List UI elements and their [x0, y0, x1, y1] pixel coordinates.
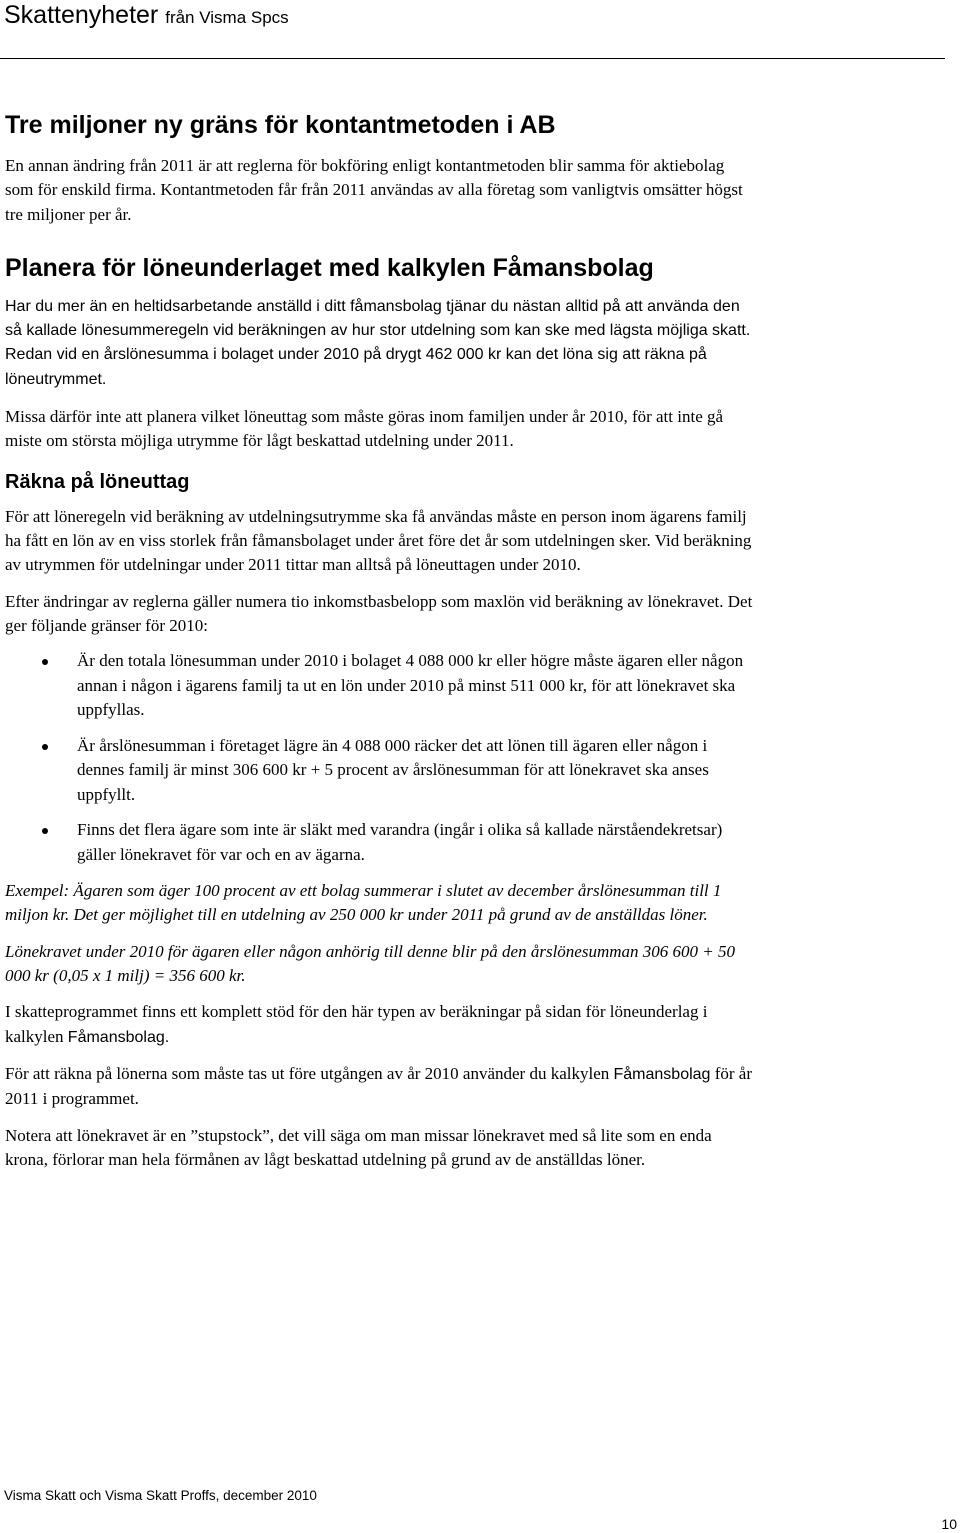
paragraph-text: I skatteprogrammet finns ett komplett stöd för den här typen av beräkningar på sidan för löneunderlag i kalkylen [5, 1002, 708, 1046]
article-content [5, 108, 755, 1172]
bullet-item [5, 734, 755, 808]
paragraph-kontantmetoden: En annan ändring från 2011 är att reglerna för bokföring enligt kontantmetoden blir samma för aktiebolag som för enskild firma. Kontantmetoden får från 2011 användas av alla företag som vanligtvis omsätter högst tre miljoner per år. [5, 156, 743, 224]
bullet-dot-icon [42, 659, 48, 665]
section-heading-loneunderlag: Planera för löneunderlaget med kalkylen Fåmansbolag [5, 253, 654, 282]
bullet-dot-icon [42, 828, 48, 834]
paragraph-text: För att räkna på lönerna som måste tas ut före utgången av år 2010 använder du kalkylen [5, 1063, 614, 1083]
bullet-item [5, 818, 755, 867]
header-title-line [4, 0, 289, 33]
paragraph-stupstock: Notera att lönekravet är en ”stupstock”, det vill säga om man missar lönekravet med så lite som en enda krona, förlorar man hela förmånen av lågt beskattad utdelning på grund av de anställdas löner. [5, 1125, 712, 1169]
paragraph-skatteprogrammet [5, 1000, 755, 1050]
paragraph-loneregeln: För att löneregeln vid beräkning av utdelningsutrymme ska få användas måste en person inom ägarens familj ha fått en lön av en viss storlek från fåmansbolaget under året före det år som utdelningen sker. Vid beräkning av utrymmen för utdelningar under 2011 tittar man alltså på löneuttagen under 2010. [5, 506, 752, 575]
section-heading-rakna: Räkna på löneuttag [5, 470, 190, 493]
bullet-dot-icon [42, 744, 48, 750]
page-footer: Visma Skatt och Visma Skatt Proffs, december 2010 [4, 1488, 317, 1503]
paragraph-planera: Missa därför inte att planera vilket löneuttag som måste göras inom familjen under år 2010, för att inte gå miste om största möjliga utrymme för lågt beskattad utdelning under 2011. [5, 407, 724, 451]
bullet-text: Är årslönesumman i företaget lägre än 4 088 000 räcker det att lönen till ägaren eller någon i dennes familj är minst 306 600 kr + 5 procent av årslönesumman för att lönekravet ska anses uppfyllt. [77, 735, 709, 804]
paragraph-text: för år 2011 i programmet. [5, 1063, 752, 1109]
bullet-item [5, 649, 755, 723]
bullet-text: Finns det flera ägare som inte är släkt med varandra (ingår i olika så kallade närståendekretsar) gäller lönekravet för var och en av ägarna. [77, 820, 723, 864]
page-number: 10 [941, 1516, 957, 1532]
example-calculation: Lönekravet under 2010 för ägaren eller någon anhörig till denne blir på den årslönesumman 306 600 + 50 000 kr (0,05 x 1 milj) = 356 600 kr. [5, 941, 735, 986]
calculation-name: Fåmansbolag [613, 1065, 711, 1083]
publication-title: Skattenyheter [4, 1, 159, 29]
section-heading-kontantmetoden: Tre miljoner ny gräns för kontantmetoden i AB [5, 111, 556, 139]
publication-subtitle: från Visma Spcs [165, 8, 289, 27]
paragraph-lonesummeregeln: Har du mer än en heltidsarbetande anställd i ditt fåmansbolag tjänar du nästan alltid på att använda den så kallade lönesummeregeln vid beräkningen av hur stor utdelning som kan ske med lägsta möjliga skatt. Redan vid en årslönesumma i bolaget under 2010 på drygt 462 000 kr kan det löna sig att räkna på löneutrymmet. [5, 297, 751, 388]
bullet-text: Är den totala lönesumman under 2010 i bolaget 4 088 000 kr eller högre måste ägaren eller någon annan i någon i ägarens familj ta ut en lön under 2010 på minst 511 000 kr, för att lönekravet ska uppfyllas. [77, 651, 744, 720]
bullet-list [5, 649, 755, 867]
paragraph-rakna-lonerna [5, 1062, 755, 1112]
calculation-name: Fåmansbolag. [67, 1028, 170, 1046]
page-header [0, 0, 945, 59]
paragraph-andringar: Efter ändringar av reglerna gäller numera tio inkomstbasbelopp som maxlön vid beräkning av lönekravet. Det ger följande gränser för 2010: [5, 591, 753, 635]
example-paragraph: Exempel: Ägaren som äger 100 procent av ett bolag summerar i slutet av december årslönesumman till 1 miljon kr. Det ger möjlighet till en utdelning av 250 000 kr under 2011 på grund av de anställdas löner. [5, 881, 722, 925]
